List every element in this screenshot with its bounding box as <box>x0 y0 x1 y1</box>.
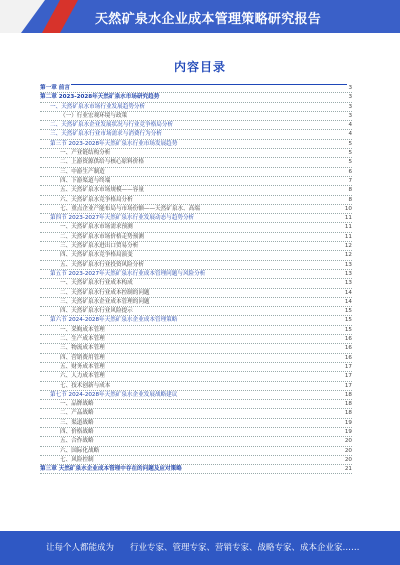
toc-entry[interactable] <box>40 205 352 214</box>
toc-entry-label: 五、财务成本管理 <box>60 363 105 370</box>
toc-entry[interactable] <box>40 214 352 223</box>
toc-entry-label: 六、国际化战略 <box>60 447 100 454</box>
toc-entry-page: 3 <box>348 85 352 91</box>
toc-entry-label: 三、天然矿泉水行业市场需求与消费行为分析 <box>50 131 162 138</box>
toc-entry-label: 一、采购成本管理 <box>60 326 105 333</box>
toc-entry-page: 11 <box>344 215 352 222</box>
toc-entry[interactable] <box>40 354 352 363</box>
toc-entry-label: 三、中游生产制造 <box>60 168 105 175</box>
toc-entry[interactable] <box>40 196 352 205</box>
toc-entry-label: 一、天然矿泉水行业成本构成 <box>60 280 133 287</box>
toc-entry-label: 三、天然矿泉水企业成本管理的问题 <box>60 298 150 305</box>
toc-entry-page: 5 <box>348 140 352 147</box>
toc-entry[interactable] <box>40 437 352 446</box>
toc-entry[interactable] <box>40 242 352 251</box>
toc-entry-page: 3 <box>348 103 352 110</box>
report-footer-banner <box>0 531 400 565</box>
toc-entry-page: 18 <box>344 401 352 408</box>
toc-entry-label: 二、上游资源供给与核心原料价格 <box>60 159 144 166</box>
toc-entry-label: 第五节 2023-2027年天然矿泉水行业成本管理问题与风险分析 <box>50 270 206 277</box>
report-title: 天然矿泉水企业成本管理策略研究报告 <box>95 12 322 27</box>
toc-entry-page: 12 <box>344 243 352 250</box>
toc-entry-label: 七、技术创新与成本 <box>60 382 111 389</box>
toc-entry-page: 5 <box>348 150 352 157</box>
toc-entry-page: 14 <box>344 298 352 305</box>
toc-entry-label: 四、营销费用管理 <box>60 354 105 361</box>
toc-entry-page: 4 <box>348 122 352 129</box>
toc-entry-label: 第六节 2024-2028年天然矿泉水企业成本管理策略 <box>50 317 178 324</box>
toc-entry-label: 三、天然矿泉水进出口贸易分析 <box>60 243 139 250</box>
toc-entry-label: 二、天然矿泉水企业发展状况与行业竞争格局分析 <box>50 122 174 129</box>
toc-entry-page: 15 <box>344 326 352 333</box>
toc-entry-page: 19 <box>344 419 352 426</box>
toc-heading: 内容目录 <box>173 60 226 74</box>
toc-entry[interactable] <box>40 223 352 232</box>
toc-entry[interactable] <box>40 316 352 325</box>
toc-entry-page: 16 <box>344 345 352 352</box>
toc-entry-label: 二、生产成本管理 <box>60 336 105 343</box>
toc-entry-page: 12 <box>344 252 352 259</box>
toc-entry-label: 四、价格战略 <box>60 428 94 435</box>
toc-entry[interactable] <box>40 326 352 335</box>
toc-entry-label: 七、重点企业产能布局与市场份额——天然矿泉水、高端 <box>60 205 200 212</box>
toc-entry-page: 8 <box>348 187 352 194</box>
toc-entry-label: 一、天然矿泉水市场行业发展趋势分析 <box>50 103 146 110</box>
report-header-banner <box>0 0 400 33</box>
toc-entry-label: （一）行业宏观环境与政策 <box>60 112 128 119</box>
toc-entry-page: 21 <box>344 466 352 473</box>
toc-entry[interactable] <box>40 307 352 316</box>
toc-entry[interactable] <box>40 363 352 372</box>
toc-entry[interactable] <box>40 130 352 139</box>
toc-entry-page: 3 <box>348 94 352 101</box>
toc-entry-label: 五、合作战略 <box>60 438 94 445</box>
toc-entry-label: 第三节 2023-2028年天然矿泉水行业市场发展趋势 <box>50 140 178 147</box>
toc-entry[interactable] <box>40 400 352 409</box>
toc-entry[interactable] <box>40 158 352 167</box>
table-of-contents <box>40 84 352 474</box>
toc-entry-label: 第四节 2023-2027年天然矿泉水行业发展动态与趋势分析 <box>50 215 195 222</box>
toc-entry-page: 11 <box>344 224 352 231</box>
toc-entry[interactable] <box>40 335 352 344</box>
toc-entry-label: 四、下游渠道与终端 <box>60 177 111 184</box>
toc-entry-label: 五、天然矿泉水行业投资风险分析 <box>60 261 144 268</box>
toc-entry-label: 第一章 前言 <box>40 85 70 91</box>
header-decor-stripe-red <box>38 0 78 33</box>
toc-entry[interactable] <box>40 251 352 260</box>
toc-entry-label: 六、人力成本管理 <box>60 373 105 380</box>
toc-entry[interactable] <box>40 186 352 195</box>
toc-entry[interactable] <box>40 298 352 307</box>
toc-entry[interactable] <box>40 177 352 186</box>
toc-entry-page: 17 <box>344 363 352 370</box>
toc-entry[interactable] <box>40 447 352 456</box>
toc-entry-page: 13 <box>344 261 352 268</box>
toc-entry[interactable] <box>40 456 352 465</box>
toc-entry-page: 17 <box>344 373 352 380</box>
toc-entry[interactable] <box>40 103 352 112</box>
toc-entry-label: 第二章 2023-2028年天然矿泉水市场研究趋势 <box>40 94 160 101</box>
toc-entry-label: 一、产业链结构分析 <box>60 150 111 157</box>
toc-entry-label: 三、物流成本管理 <box>60 345 105 352</box>
toc-entry-page: 20 <box>344 438 352 445</box>
toc-entry-page: 15 <box>344 317 352 324</box>
toc-entry[interactable] <box>40 428 352 437</box>
toc-entry-page: 16 <box>344 336 352 343</box>
footer-slogan-tags: 行业专家、管理专家、营销专家、战略专家、成本企业家…… <box>130 543 360 553</box>
toc-entry-label: 二、产品战略 <box>60 410 94 417</box>
toc-entry-page: 20 <box>344 456 352 463</box>
toc-entry-page: 19 <box>344 428 352 435</box>
toc-entry[interactable] <box>40 372 352 381</box>
toc-entry-label: 七、风险控制 <box>60 456 94 463</box>
toc-entry[interactable] <box>40 391 352 400</box>
toc-entry-label: 一、天然矿泉水市场需求预测 <box>60 224 133 231</box>
toc-entry[interactable] <box>40 140 352 149</box>
toc-entry[interactable] <box>40 409 352 418</box>
toc-entry-page: 18 <box>344 410 352 417</box>
toc-entry[interactable] <box>40 344 352 353</box>
toc-entry-label: 四、天然矿泉水竞争格局演变 <box>60 252 133 259</box>
toc-entry-label: 第三章 天然矿泉水企业成本管理中存在的问题及应对策略 <box>40 466 182 473</box>
toc-entry-page: 18 <box>344 391 352 398</box>
toc-entry-page: 17 <box>344 382 352 389</box>
toc-entry-page: 11 <box>344 233 352 240</box>
toc-entry[interactable] <box>40 93 352 102</box>
toc-entry-page: 3 <box>348 112 352 119</box>
toc-entry-page: 14 <box>344 289 352 296</box>
toc-entry[interactable] <box>40 84 352 93</box>
toc-entry-label: 五、天然矿泉水市场规模——容量 <box>60 187 144 194</box>
toc-entry[interactable] <box>40 270 352 279</box>
toc-entry[interactable] <box>40 112 352 121</box>
toc-entry[interactable] <box>40 279 352 288</box>
toc-entry-page: 20 <box>344 447 352 454</box>
toc-entry[interactable] <box>40 168 352 177</box>
toc-entry[interactable] <box>40 121 352 130</box>
toc-entry-label: 二、天然矿泉水行业成本控制的问题 <box>60 289 150 296</box>
toc-entry-page: 10 <box>344 205 352 212</box>
toc-entry-page: 13 <box>344 270 352 277</box>
toc-entry-label: 一、品牌战略 <box>60 401 94 408</box>
toc-entry[interactable] <box>40 289 352 298</box>
toc-entry[interactable] <box>40 465 352 474</box>
toc-entry-label: 六、天然矿泉水竞争格局分析 <box>60 196 133 203</box>
toc-entry-page: 7 <box>348 177 352 184</box>
toc-entry[interactable] <box>40 261 352 270</box>
toc-entry-page: 4 <box>348 131 352 138</box>
toc-entry-label: 二、天然矿泉水市场价格走势预测 <box>60 233 144 240</box>
toc-entry[interactable] <box>40 149 352 158</box>
footer-slogan-prefix: 让每个人都能成为 <box>46 543 115 553</box>
toc-entry-label: 第七节 2024-2028年天然矿泉水企业发展战略建议 <box>50 391 178 398</box>
toc-entry[interactable] <box>40 419 352 428</box>
toc-entry-page: 13 <box>344 280 352 287</box>
toc-entry-page: 8 <box>348 196 352 203</box>
toc-entry-label: 四、天然矿泉水行业风险提示 <box>60 308 133 315</box>
toc-entry[interactable] <box>40 382 352 391</box>
toc-entry-page: 6 <box>348 168 352 175</box>
toc-entry-page: 5 <box>348 159 352 166</box>
toc-entry-page: 15 <box>344 308 352 315</box>
toc-entry[interactable] <box>40 233 352 242</box>
toc-entry-page: 16 <box>344 354 352 361</box>
toc-entry-label: 三、渠道战略 <box>60 419 94 426</box>
